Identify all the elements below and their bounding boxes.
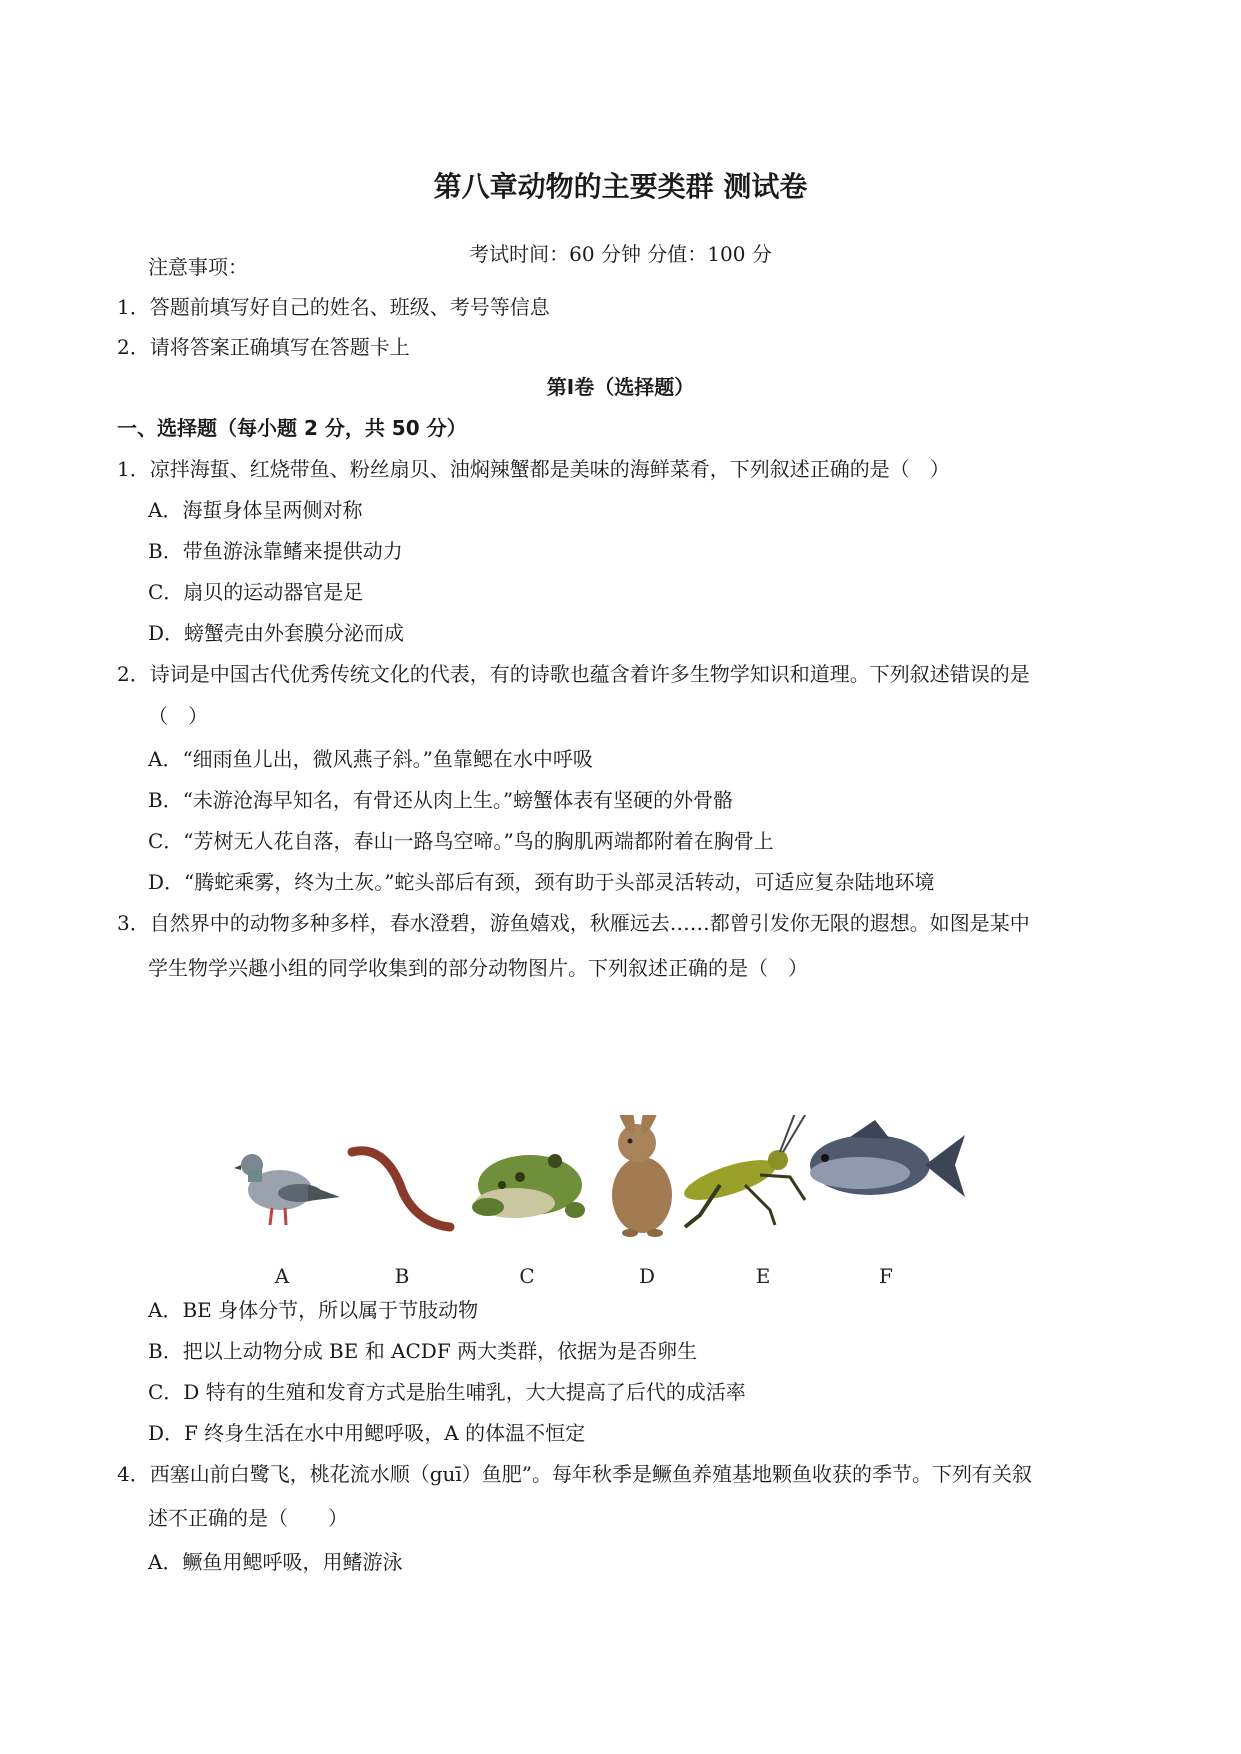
option: C．D 特有的生殖和发育方式是胎生哺乳，大大提高了后代的成活率	[148, 1380, 746, 1404]
option: D．F 终身生活在水中用鳃呼吸，A 的体温不恒定	[148, 1421, 586, 1445]
question-stem-cont: 学生物学兴趣小组的同学收集到的部分动物图片。下列叙述正确的是（ ）	[148, 956, 808, 980]
frog-image	[472, 1154, 585, 1218]
section-title: 一、选择题（每小题 2 分，共 50 分）	[117, 416, 467, 440]
figure-label: C	[519, 1264, 535, 1285]
figure-label: B	[394, 1264, 410, 1285]
option: D．螃蟹壳由外套膜分泌而成	[148, 621, 405, 645]
grasshopper-image	[680, 1115, 805, 1227]
option: B．“未游沧海早知名，有骨还从肉上生。”螃蟹体表有坚硬的外骨骼	[148, 788, 734, 812]
option: A．海蜇身体呈两侧对称	[148, 498, 363, 522]
rabbit-image	[609, 1115, 672, 1237]
fish-image	[810, 1120, 965, 1197]
pigeon-image	[234, 1154, 340, 1225]
part-title: 第Ⅰ卷（选择题）	[546, 375, 695, 399]
page-title: 第八章动物的主要类群 测试卷	[433, 170, 808, 203]
figure-label: E	[755, 1264, 771, 1285]
question-stem: 1．凉拌海蜇、红烧带鱼、粉丝扇贝、油焖辣蟹都是美味的海鲜菜肴，下列叙述正确的是（ ）	[117, 457, 950, 481]
option: C．扇贝的运动器官是足	[148, 580, 364, 604]
option: A．鳜鱼用鳃呼吸，用鳍游泳	[148, 1550, 403, 1574]
question-stem: 2．诗词是中国古代优秀传统文化的代表，有的诗歌也蕴含着许多生物学知识和道理。下列叙述错误的是	[117, 662, 1030, 686]
option: B．把以上动物分成 BE 和 ACDF 两大类群，依据为是否卵生	[148, 1339, 698, 1363]
figure-label: D	[638, 1264, 656, 1285]
figure-label: A	[274, 1264, 290, 1285]
question-stem: 3．自然界中的动物多种多样，春水澄碧，游鱼嬉戏，秋雁远去……都曾引发你无限的遐想。如图是某中	[117, 911, 1030, 935]
option: C．“芳树无人花自落，春山一路鸟空啼。”鸟的胸肌两端都附着在胸骨上	[148, 829, 774, 853]
question-stem: 4．西塞山前白鹭飞，桃花流水顺（guī）鱼肥”。每年秋季是鳜鱼养殖基地颗鱼收获的季节。下列有关叙	[117, 1462, 1033, 1486]
earthworm-image	[352, 1151, 450, 1227]
notice-item: 2．请将答案正确填写在答题卡上	[117, 335, 410, 359]
option: D．“腾蛇乘雾，终为土灰。”蛇头部后有颈，颈有助于头部灵活转动，可适应复杂陆地环境	[148, 870, 935, 894]
option: A．“细雨鱼儿出，微风燕子斜。”鱼靠鳃在水中呼吸	[148, 747, 593, 771]
option: A．BE 身体分节，所以属于节肢动物	[148, 1298, 479, 1322]
option: B．带鱼游泳靠鳍来提供动力	[148, 539, 403, 563]
exam-info: 考试时间：60 分钟 分值：100 分	[469, 242, 772, 266]
question-stem-cont: （ ）	[148, 704, 208, 728]
notice-item: 1．答题前填写好自己的姓名、班级、考号等信息	[117, 295, 550, 319]
notice-heading: 注意事项：	[148, 255, 248, 279]
figure-label: F	[879, 1264, 893, 1285]
animal-figure	[230, 1115, 1030, 1285]
question-stem-cont: 述不正确的是（ ）	[148, 1506, 348, 1530]
